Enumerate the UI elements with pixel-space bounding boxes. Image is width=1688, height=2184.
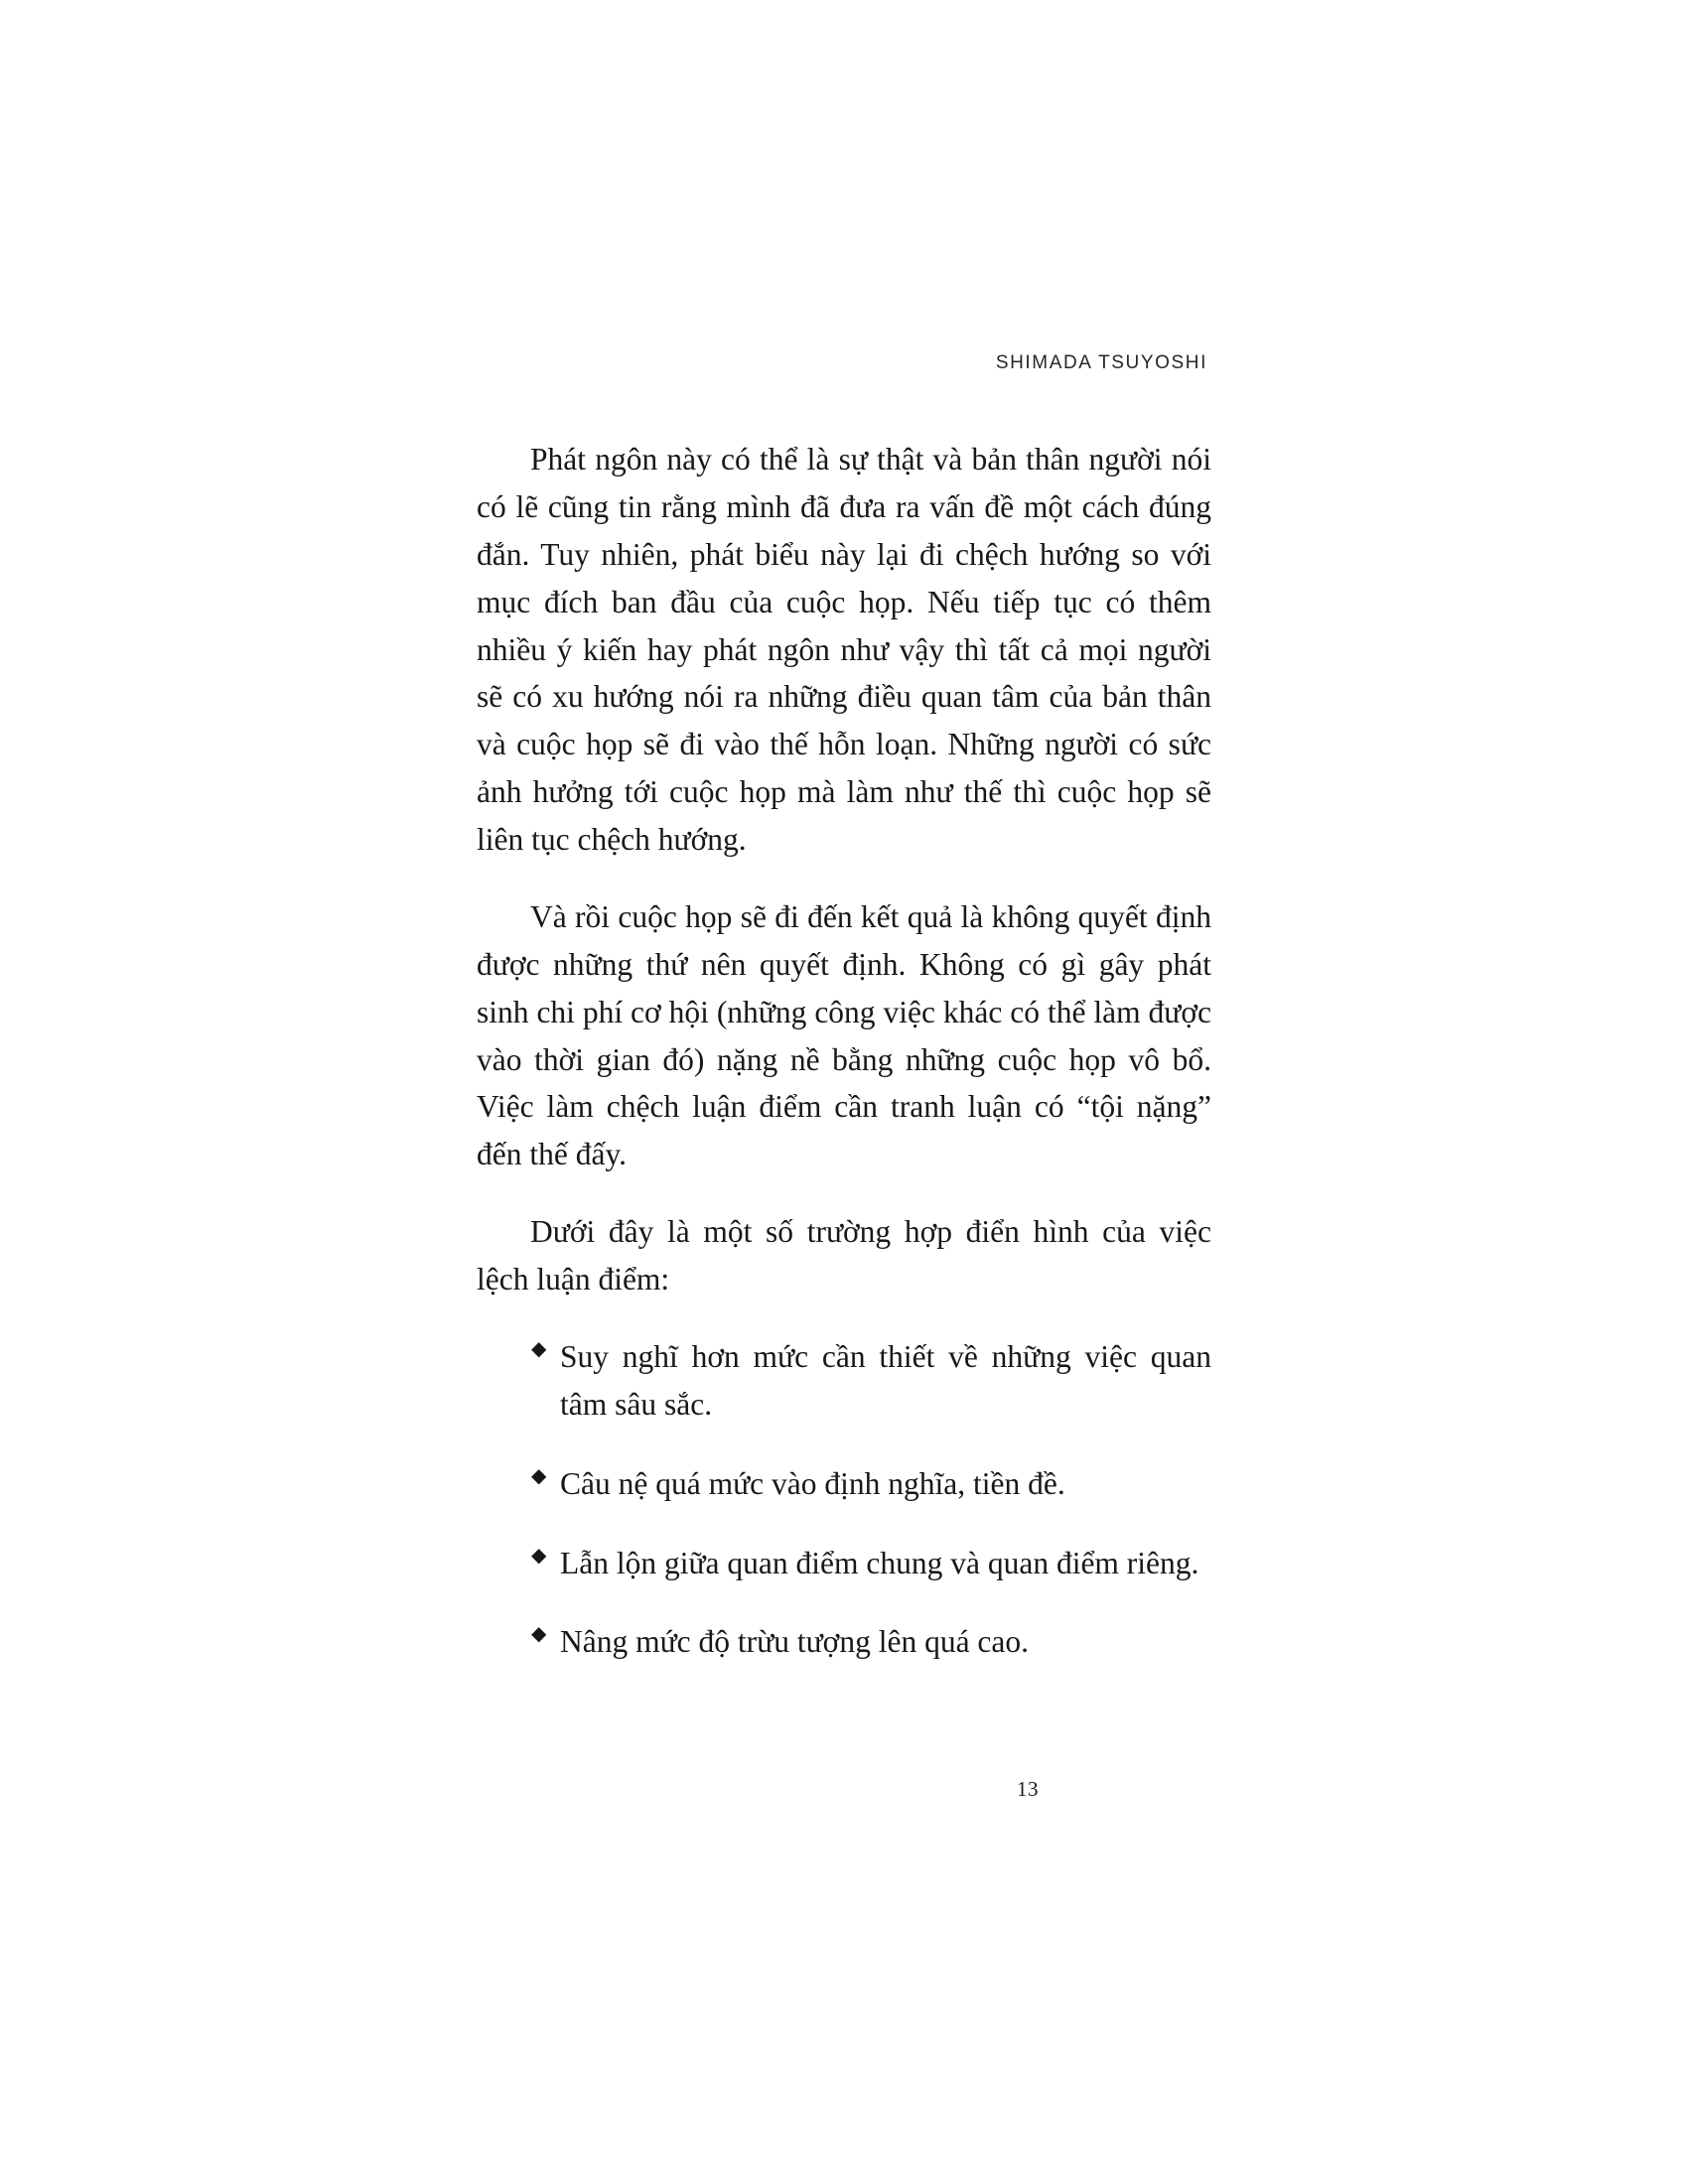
body-paragraph-1: Phát ngôn này có thể là sự thật và bản thân người nói có lẽ cũng tin rằng mình đã đưa ra vấn đề một cách đúng đắn. Tuy nhiên, phát biểu này lại đi chệch hướng so với mục đích ban đầu của cuộc họp. Nếu tiếp tục có thêm nhiều ý kiến hay phát ngôn như vậy thì tất cả mọi người sẽ có xu hướng nói ra những điều quan tâm của bản thân và cuộc họp sẽ đi vào thế hỗn loạn. Những người có sức ảnh hưởng tới cuộc họp mà làm như thế thì cuộc họp sẽ liên tục chệch hướng.	[477, 442, 1211, 857]
diamond-bullet-icon: ◆	[531, 1464, 547, 1487]
list-item	[477, 1618, 1211, 1666]
text-block	[477, 352, 1211, 1666]
list-item-label: Lẫn lộn giữa quan điểm chung và quan điểm riêng.	[560, 1545, 1199, 1580]
page-number	[0, 1777, 1688, 1802]
list-item	[477, 1540, 1211, 1587]
list-item-label: Suy nghĩ hơn mức cần thiết về những việc quan tâm sâu sắc.	[560, 1338, 1211, 1422]
list-item-label: Nâng mức độ trừu tượng lên quá cao.	[560, 1624, 1030, 1660]
bullet-list	[477, 1333, 1211, 1666]
list-item	[477, 1460, 1211, 1508]
diamond-bullet-icon: ◆	[531, 1337, 547, 1360]
diamond-bullet-icon: ◆	[531, 1623, 547, 1646]
list-item	[477, 1333, 1211, 1429]
body-paragraph-3: Dưới đây là một số trường hợp điển hình của việc lệch luận điểm:	[477, 1214, 1211, 1297]
page-number-value: 13	[1017, 1777, 1039, 1801]
diamond-bullet-icon: ◆	[531, 1544, 547, 1567]
list-item-label: Câu nệ quá mức vào định nghĩa, tiền đề.	[560, 1465, 1065, 1501]
body-paragraph-2: Và rồi cuộc họp sẽ đi đến kết quả là không quyết định được những thứ nên quyết định. Không có gì gây phát sinh chi phí cơ hội (những công việc khác có thể làm được vào thời gian đó) nặng nề bằng những cuộc họp vô bổ. Việc làm chệch luận điểm cần tranh luận có “tội nặng” đến thế đấy.	[477, 898, 1211, 1172]
running-head: SHIMADA TSUYOSHI	[995, 352, 1207, 373]
